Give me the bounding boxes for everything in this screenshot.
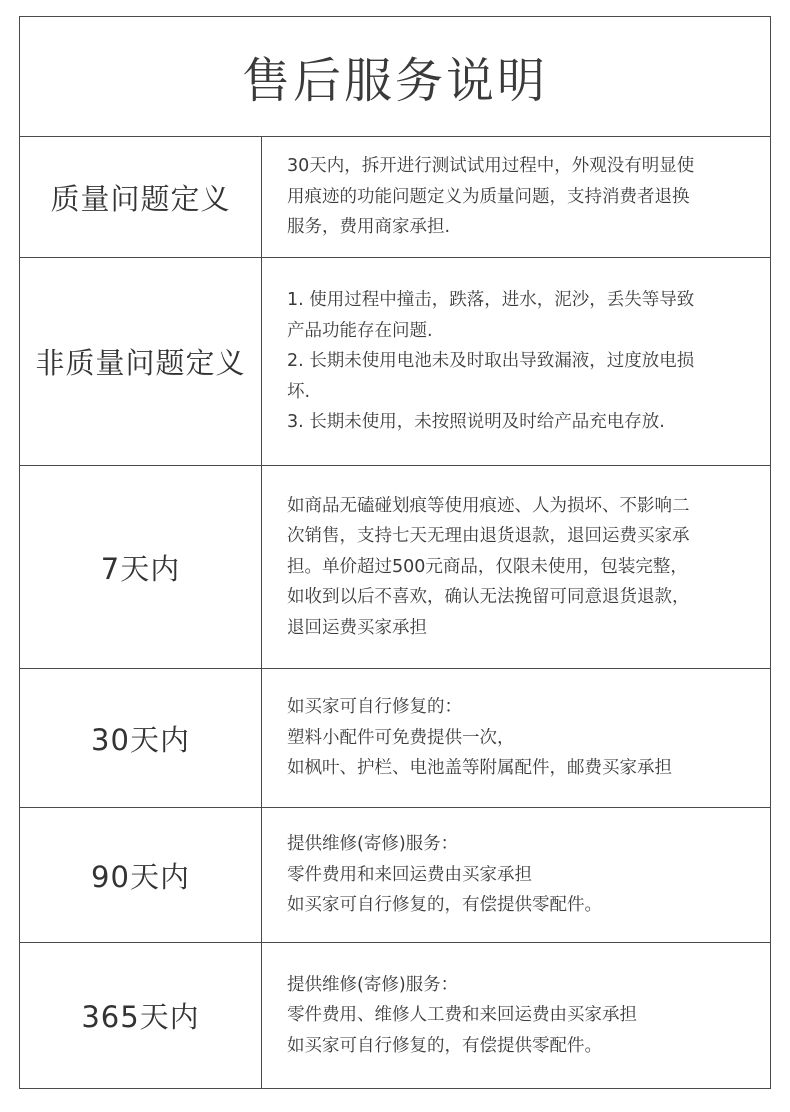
content-line: 次销售，支持七天无理由退货退款，退回运费买家承 [287,526,690,547]
content-line: 服务，费用商家承担. [287,217,451,238]
row-content [262,669,770,807]
content-line: 如收到以后不喜欢，确认无法挽留可同意退货退款， [287,587,690,608]
table-row-non-quality-definition [20,258,770,466]
table-row-quality-definition [20,137,770,258]
row-content [262,258,770,465]
content-line: 零件费用和来回运费由买家承担 [287,864,532,885]
row-content [262,943,770,1088]
content-line: 塑料小配件可免费提供一次， [287,727,515,748]
content-line: 提供维修(寄修)服务： [287,974,459,995]
row-content [262,466,770,668]
row-label: 质量问题定义 [20,137,262,257]
table-row-365-days [20,943,770,1088]
content-line: 退回运费买家承担 [287,617,427,638]
content-line: 用痕迹的功能问题定义为质量问题，支持消费者退换 [287,186,690,207]
page-title: 售后服务说明 [241,53,548,109]
content-line: 零件费用、维修人工费和来回运费由买家承担 [287,1005,637,1026]
content-line: 担。单价超过500元商品，仅限未使用，包装完整， [287,556,688,577]
content-line: 如买家可自行修复的，有偿提供零配件。 [287,1035,602,1056]
row-content [262,808,770,942]
row-content [262,137,770,257]
title-row [20,17,770,137]
content-line: 如买家可自行修复的，有偿提供零配件。 [287,895,602,916]
content-line: 1. 使用过程中撞击，跌落，进水，泥沙，丢失等导致 [287,290,695,311]
content-line: 提供维修(寄修)服务： [287,834,459,855]
table-row-30-days [20,669,770,808]
row-label: 365天内 [20,943,262,1088]
row-label: 90天内 [20,808,262,942]
content-line: 如枫叶、护栏、电池盖等附属配件，邮费买家承担 [287,758,672,779]
content-line: 如买家可自行修复的： [287,697,462,718]
content-line: 2. 长期未使用电池未及时取出导致漏液，过度放电损 [287,351,695,372]
content-line: 如商品无磕碰划痕等使用痕迹、人为损坏、不影响二 [287,495,690,516]
after-sales-table [19,16,771,1089]
row-label: 30天内 [20,669,262,807]
table-row-90-days [20,808,770,943]
table-row-7-days [20,466,770,669]
content-line: 30天内，拆开进行测试试用过程中，外观没有明显使 [287,156,695,177]
content-line: 坏. [287,381,311,402]
content-line: 产品功能存在问题. [287,320,433,341]
row-label: 7天内 [20,466,262,668]
row-label: 非质量问题定义 [20,258,262,465]
content-line: 3. 长期未使用，未按照说明及时给产品充电存放. [287,412,665,433]
